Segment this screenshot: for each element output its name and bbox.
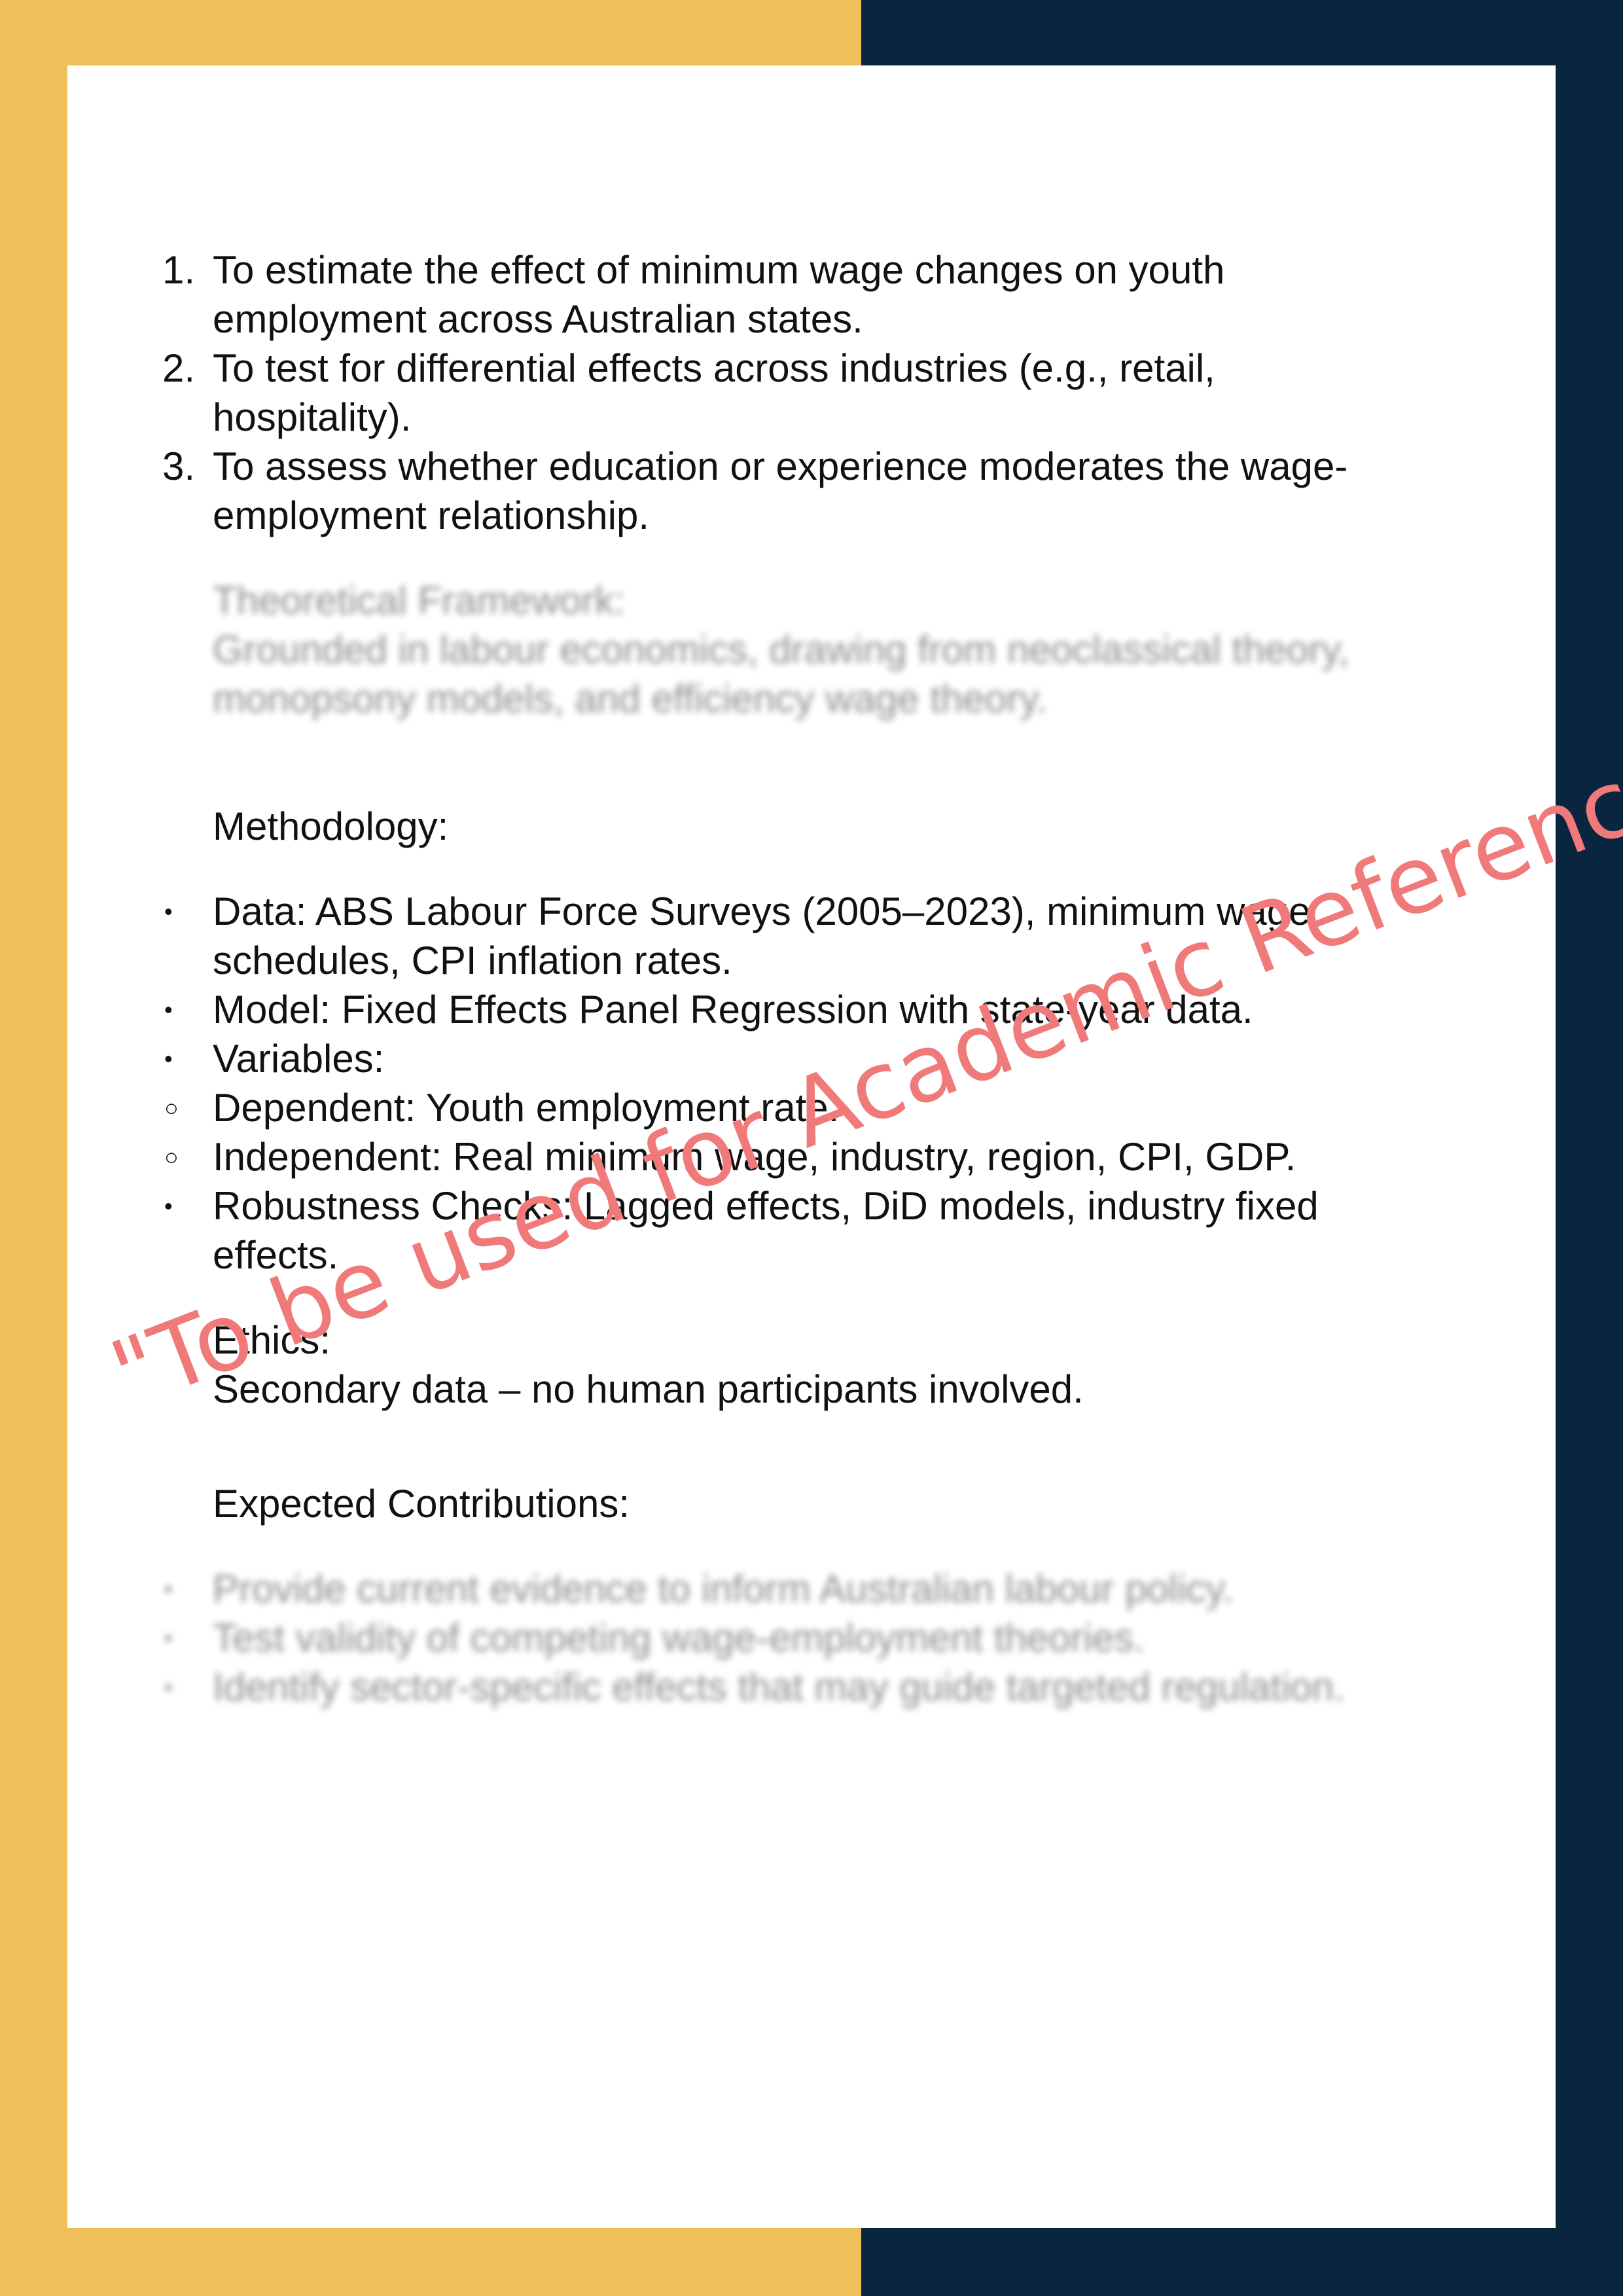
- list-line: Independent: Real minimum wage, industry, region, CPI, GDP.: [213, 1135, 1296, 1179]
- section-heading: Theoretical Framework:: [213, 579, 626, 622]
- document-page: [67, 65, 1623, 2228]
- ethics-section: [213, 1316, 1495, 1414]
- list-item-text: [213, 1132, 1495, 1181]
- list-item-text: Provide current evidence to inform Australian labour policy.: [213, 1567, 1234, 1611]
- objective-line: hospitality).: [213, 395, 412, 439]
- list-item-text: [213, 1034, 1495, 1083]
- list-line: Data: ABS Labour Force Surveys (2005–2023), minimum wage: [213, 889, 1311, 933]
- bullet-icon: •: [164, 1674, 173, 1700]
- section-heading: Ethics:: [213, 1318, 331, 1362]
- contributions-heading: Expected Contributions:: [213, 1482, 630, 1526]
- objective-text: [213, 344, 1495, 442]
- hollow-bullet-icon: ○: [164, 1143, 179, 1170]
- section-line: Secondary data – no human participants involved.: [213, 1367, 1084, 1411]
- objective-text: [213, 245, 1495, 344]
- bullet-icon: •: [164, 996, 173, 1023]
- list-line: Variables:: [213, 1037, 385, 1081]
- bullet-icon: •: [164, 1624, 173, 1651]
- list-line: Dependent: Youth employment rate.: [213, 1086, 840, 1130]
- list-item-text: [213, 1181, 1495, 1280]
- section-line: Grounded in labour economics, drawing from neoclassical theory,: [213, 628, 1349, 672]
- list-item-text: Test validity of competing wage-employment theories.: [213, 1616, 1145, 1660]
- objective-text: [213, 442, 1495, 540]
- watermark: "To be used for Academic Reference: [97, 727, 1623, 1430]
- list-item-text: Identify sector-specific effects that may guide targeted regulation.: [213, 1665, 1345, 1709]
- list-item-text: [213, 985, 1495, 1034]
- bullet-icon: •: [164, 1045, 173, 1072]
- list-line: Model: Fixed Effects Panel Regression with state-year data.: [213, 988, 1253, 1031]
- list-item-text: [213, 1083, 1495, 1132]
- list-item-text: [213, 887, 1495, 985]
- theoretical-framework-section: [213, 576, 1495, 723]
- objective-line: To test for differential effects across industries (e.g., retail,: [213, 346, 1215, 390]
- methodology-heading: Methodology:: [213, 804, 449, 848]
- objective-line: To estimate the effect of minimum wage changes on youth: [213, 248, 1225, 292]
- objective-line: employment relationship.: [213, 493, 650, 537]
- list-line: effects.: [213, 1233, 339, 1277]
- objective-line: employment across Australian states.: [213, 297, 863, 341]
- bullet-icon: •: [164, 1575, 173, 1602]
- list-line: Robustness Checks: Lagged effects, DiD models, industry fixed: [213, 1184, 1319, 1228]
- section-line: monopsony models, and efficiency wage theory.: [213, 677, 1048, 721]
- objective-number: 3.: [162, 444, 196, 488]
- hollow-bullet-icon: ○: [164, 1094, 179, 1121]
- objective-number: 1.: [162, 248, 196, 292]
- bullet-icon: •: [164, 898, 173, 925]
- list-line: schedules, CPI inflation rates.: [213, 939, 732, 982]
- objective-line: To assess whether education or experience moderates the wage-: [213, 444, 1348, 488]
- bullet-icon: •: [164, 1193, 173, 1219]
- objective-number: 2.: [162, 346, 196, 390]
